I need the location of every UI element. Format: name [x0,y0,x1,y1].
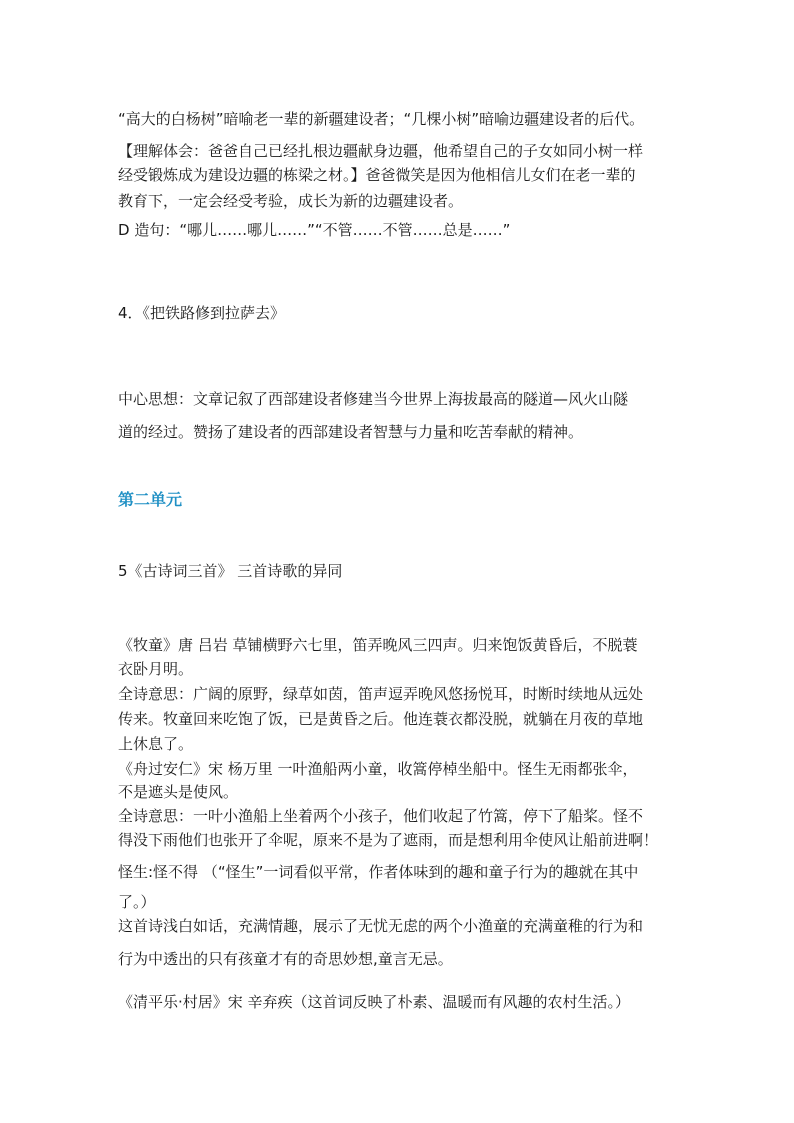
text-line: 经受锻炼成为建设边疆的栋梁之材。】爸爸微笑是因为他相信儿女们在老一辈的 [118,166,636,184]
text-line: 上休息了。 [118,735,194,753]
section-title: 5《古诗词三首》 三首诗歌的异同 [118,562,343,580]
text-line: 《清平乐·村居》宋 辛弃疾（这首词反映了朴素、温暖而有风趣的农村生活。） [118,993,631,1011]
text-line: 《舟过安仁》宋 杨万里 一叶渔船两小童，收篙停棹坐船中。怪生无雨都张伞， [118,760,638,778]
text-line: 全诗意思：一叶小渔船上坐着两个小孩子，他们收起了竹篙，停下了船桨。怪不 [118,807,644,825]
text-line: 行为中透出的只有孩童才有的奇思妙想,童言无忌。 [118,950,453,968]
text-line: 不是遮头是使风。 [118,783,239,801]
text-line: 《牧童》唐 吕岩 草铺横野六七里，笛弄晚风三四声。归来饱饭黄昏后，不脱蓑 [118,636,638,654]
text-line: 得没下雨他们也张开了伞呢，原来不是为了遮雨，而是想利用伞使风让船前进啊！ [118,831,659,849]
text-line: 传来。牧童回来吃饱了饭，已是黄昏之后。他连蓑衣都没脱，就躺在月夜的草地 [118,710,644,728]
text-line: “高大的白杨树”暗喻老一辈的新疆建设者；“几棵小树”暗喻边疆建设者的后代。 [118,110,645,128]
text-line: 衣卧月明。 [118,660,194,678]
text-line: D 造句：“哪儿……哪儿……”“不管……不管……总是……” [118,221,511,239]
text-line: 中心思想：文章记叙了西部建设者修建当今世界上海拔最高的隧道—风火山隧 [118,390,629,408]
text-line: 了。） [118,893,156,911]
text-line: 教育下，一定会经受考验，成长为新的边疆建设者。 [118,192,464,210]
unit-heading: 第二单元 [118,490,183,509]
text-line: 这首诗浅白如话，充满情趣，展示了无忧无虑的两个小渔童的充满童稚的行为和 [118,917,644,935]
section-title: 4．《把铁路修到拉萨去》 [118,304,286,322]
text-line: 道的经过。赞扬了建设者的西部建设者智慧与力量和吃苦奉献的精神。 [118,423,584,441]
text-line: 怪生:怪不得 （“怪生”一词看似平常，作者体味到的趣和童子行为的趣就在其中 [118,863,639,881]
text-line: 全诗意思：广阔的原野，绿草如茵，笛声逗弄晚风悠扬悦耳，时断时续地从远处 [118,685,644,703]
text-line: 【理解体会：爸爸自己已经扎根边疆献身边疆，他希望自己的子女如同小树一样 [118,142,644,160]
